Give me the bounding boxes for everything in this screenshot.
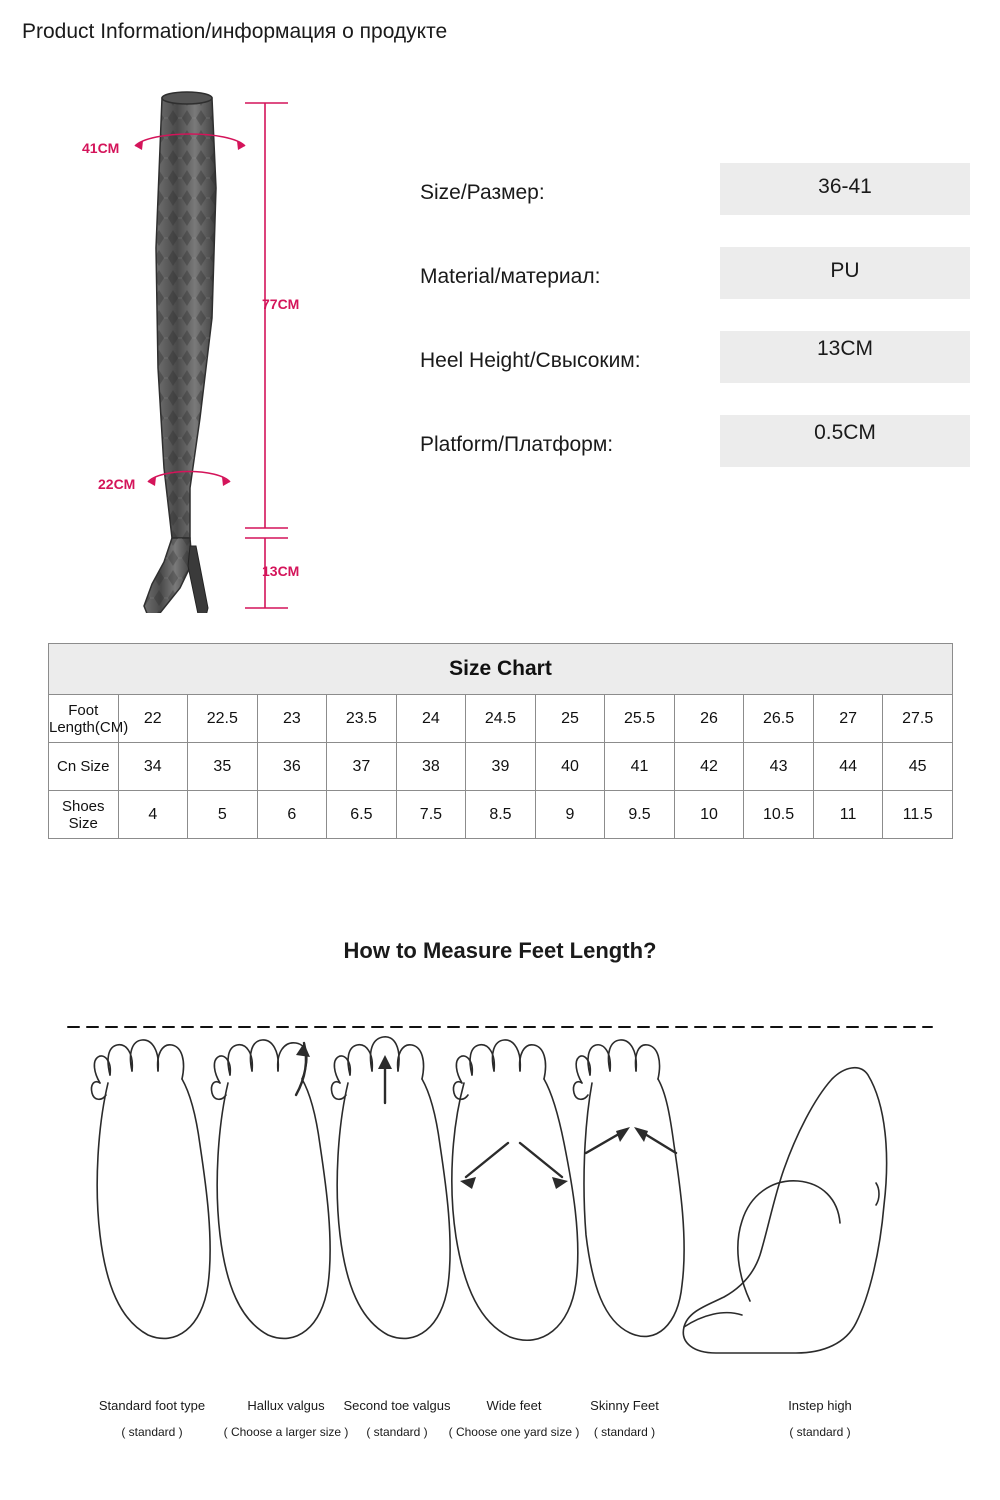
- cell: 4: [118, 791, 188, 839]
- cell: 25: [535, 695, 605, 743]
- caption-instep-high: [730, 1398, 910, 1439]
- cell: 23: [257, 695, 327, 743]
- cell: 11: [813, 791, 883, 839]
- cell: 5: [188, 791, 258, 839]
- product-overview-section: [0, 58, 1000, 618]
- table-row: [49, 791, 953, 839]
- size-chart-title: Size Chart: [49, 644, 953, 695]
- spec-row-size: [410, 153, 970, 237]
- cell: 26: [674, 695, 744, 743]
- cell: 24.5: [466, 695, 536, 743]
- foot-type-captions: [0, 1398, 1000, 1468]
- row-header-shoes-size: Shoes Size: [49, 791, 119, 839]
- cell: 25.5: [605, 695, 675, 743]
- cell: 40: [535, 743, 605, 791]
- cell: 41: [605, 743, 675, 791]
- page-title: Product Information/информация о продукте: [22, 20, 448, 43]
- cell: 6: [257, 791, 327, 839]
- dimension-label-shaft-height: 77CM: [262, 296, 300, 312]
- caption-label: Instep high: [788, 1398, 852, 1413]
- caption-sub: ( standard ): [366, 1425, 428, 1439]
- cell: 11.5: [883, 791, 953, 839]
- cell: 9: [535, 791, 605, 839]
- cell: 27: [813, 695, 883, 743]
- caption-label: Standard foot type: [98, 1398, 206, 1413]
- table-row: [49, 695, 953, 743]
- spec-value-material: PU: [830, 259, 860, 282]
- cell: 42: [674, 743, 744, 791]
- cell: 27.5: [883, 695, 953, 743]
- spec-label-material: Material/материал:: [420, 265, 601, 288]
- cell: 23.5: [327, 695, 397, 743]
- cell: 36: [257, 743, 327, 791]
- cell: 24: [396, 695, 466, 743]
- caption-sub: ( Choose one yard size ): [448, 1425, 580, 1439]
- row-header-foot-length: Foot Length(CM): [49, 695, 119, 743]
- spec-row-heel-height: [410, 321, 970, 405]
- cell: 34: [118, 743, 188, 791]
- cell: 8.5: [466, 791, 536, 839]
- caption-skinny-feet: [552, 1398, 697, 1439]
- cell: 37: [327, 743, 397, 791]
- boot-diagram: [40, 68, 390, 613]
- size-chart-table: [48, 643, 953, 839]
- foot-type-illustrations: [0, 995, 1000, 1375]
- spec-row-material: [410, 237, 970, 321]
- dimension-label-heel-height: 13CM: [262, 563, 300, 579]
- cell: 22: [118, 695, 188, 743]
- spec-list: [410, 153, 970, 489]
- cell: 9.5: [605, 791, 675, 839]
- caption-sub: ( Choose a larger size ): [223, 1425, 349, 1439]
- caption-label: Skinny Feet: [590, 1398, 659, 1413]
- spec-label-platform: Platform/Платформ:: [420, 433, 614, 456]
- spec-label-size: Size/Размер:: [420, 181, 545, 204]
- table-row: [49, 743, 953, 791]
- caption-sub: ( standard ): [593, 1425, 656, 1439]
- caption-label: Second toe valgus: [343, 1398, 451, 1413]
- cell: 35: [188, 743, 258, 791]
- cell: 45: [883, 743, 953, 791]
- spec-value-platform: 0.5CM: [814, 421, 876, 444]
- cell: 38: [396, 743, 466, 791]
- cell: 10: [674, 791, 744, 839]
- caption-sub: ( standard ): [121, 1425, 183, 1439]
- dimension-label-calf-circumference: 22CM: [98, 476, 136, 492]
- row-header-cn-size: Cn Size: [49, 743, 119, 791]
- dimension-label-top-circumference: 41CM: [82, 140, 120, 156]
- cell: 39: [466, 743, 536, 791]
- caption-sub: ( standard ): [789, 1425, 851, 1439]
- measure-section-title: How to Measure Feet Length?: [343, 938, 657, 963]
- spec-value-size: 36-41: [818, 175, 872, 198]
- cell: 43: [744, 743, 814, 791]
- spec-row-platform: [410, 405, 970, 489]
- cell: 7.5: [396, 791, 466, 839]
- cell: 10.5: [744, 791, 814, 839]
- cell: 22.5: [188, 695, 258, 743]
- spec-value-heel-height: 13CM: [816, 337, 874, 360]
- caption-label: Wide feet: [486, 1398, 542, 1413]
- spec-label-heel-height: Heel Height/Свысоким:: [420, 349, 641, 372]
- caption-label: Hallux valgus: [247, 1398, 325, 1413]
- cell: 44: [813, 743, 883, 791]
- cell: 6.5: [327, 791, 397, 839]
- cell: 26.5: [744, 695, 814, 743]
- size-chart-title-row: [49, 644, 953, 695]
